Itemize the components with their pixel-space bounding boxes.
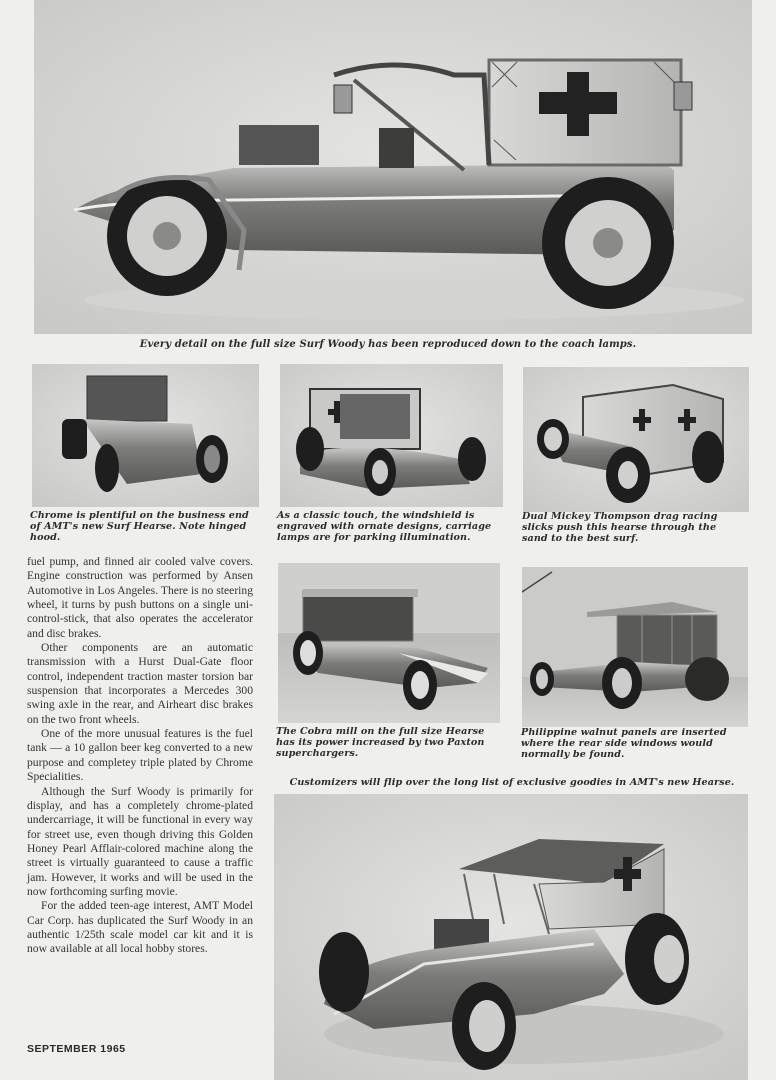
main-photo-caption: Every detail on the full size Surf Woody has been reproduced down to the coach lamps. [139, 339, 637, 350]
caption-cobra-mill: The Cobra mill on the full size Hearse has its power increased by two Paxton superchargers. [276, 726, 485, 759]
article-body [27, 555, 253, 957]
caption-chrome-business-end: Chrome is plentiful on the business end of AMT's new Surf Hearse. Note hinged hood. [30, 510, 249, 543]
article-paragraph: Other components are an automatic transmission with a Hurst Dual-Gate floor control, independent traction master torsion bar suspension that incorporates a Mercedes 300 swing axle in the rear, and Airheart disc brakes on the two front wheels. [27, 641, 253, 726]
article-paragraph: For the added teen-age interest, AMT Model Car Corp. has duplicated the Surf Woody in an authentic 1/25th scale model car kit and it is now available at all local hobby stores. [27, 899, 253, 956]
photo-cobra-mill [278, 563, 500, 723]
main-photo-surf-woody-side [34, 0, 752, 334]
caption-exclusive-goodies: Customizers will flip over the long list of exclusive goodies in AMT's new Hearse. [289, 777, 735, 788]
photo-chrome-business-end [32, 364, 259, 507]
article-paragraph: One of the more unusual features is the fuel tank — a 10 gallon beer keg converted to a new purpose and completey triple plated by Chrome Specialities. [27, 727, 253, 784]
article-paragraph: Although the Surf Woody is primarily for display, and has a completely chrome-plated undercarriage, it will be functional in every way for street use, even though driving this Golden Honey Pearl Afflair-colored machine along the street is virtually guaranteed to cause a traffic jam. However, it works and will be used in the now forthcoming surfing movie. [27, 784, 253, 898]
photo-model-kit-hearse [274, 794, 748, 1080]
photo-drag-racing-slicks [523, 367, 749, 512]
photo-engraved-windshield [280, 364, 503, 507]
page-footer-date: SEPTEMBER 1965 [27, 1043, 126, 1055]
caption-walnut-panels: Philippine walnut panels are inserted where the rear side windows would normally be found. [521, 727, 727, 760]
caption-engraved-windshield: As a classic touch, the windshield is engraved with ornate designs, carriage lamps are for parking illumination. [277, 510, 492, 543]
article-paragraph: fuel pump, and finned air cooled valve covers. Engine construction was performed by Ansen Automotive in Los Angeles. There is no steering wheel, it turns by push buttons on a single uni-control-stick, that also operates the accelerator and disc brakes. [27, 555, 253, 640]
caption-drag-racing-slicks: Dual Mickey Thompson drag racing slicks push this hearse through the sand to the best surf. [522, 511, 718, 544]
photo-walnut-panels [522, 567, 748, 727]
